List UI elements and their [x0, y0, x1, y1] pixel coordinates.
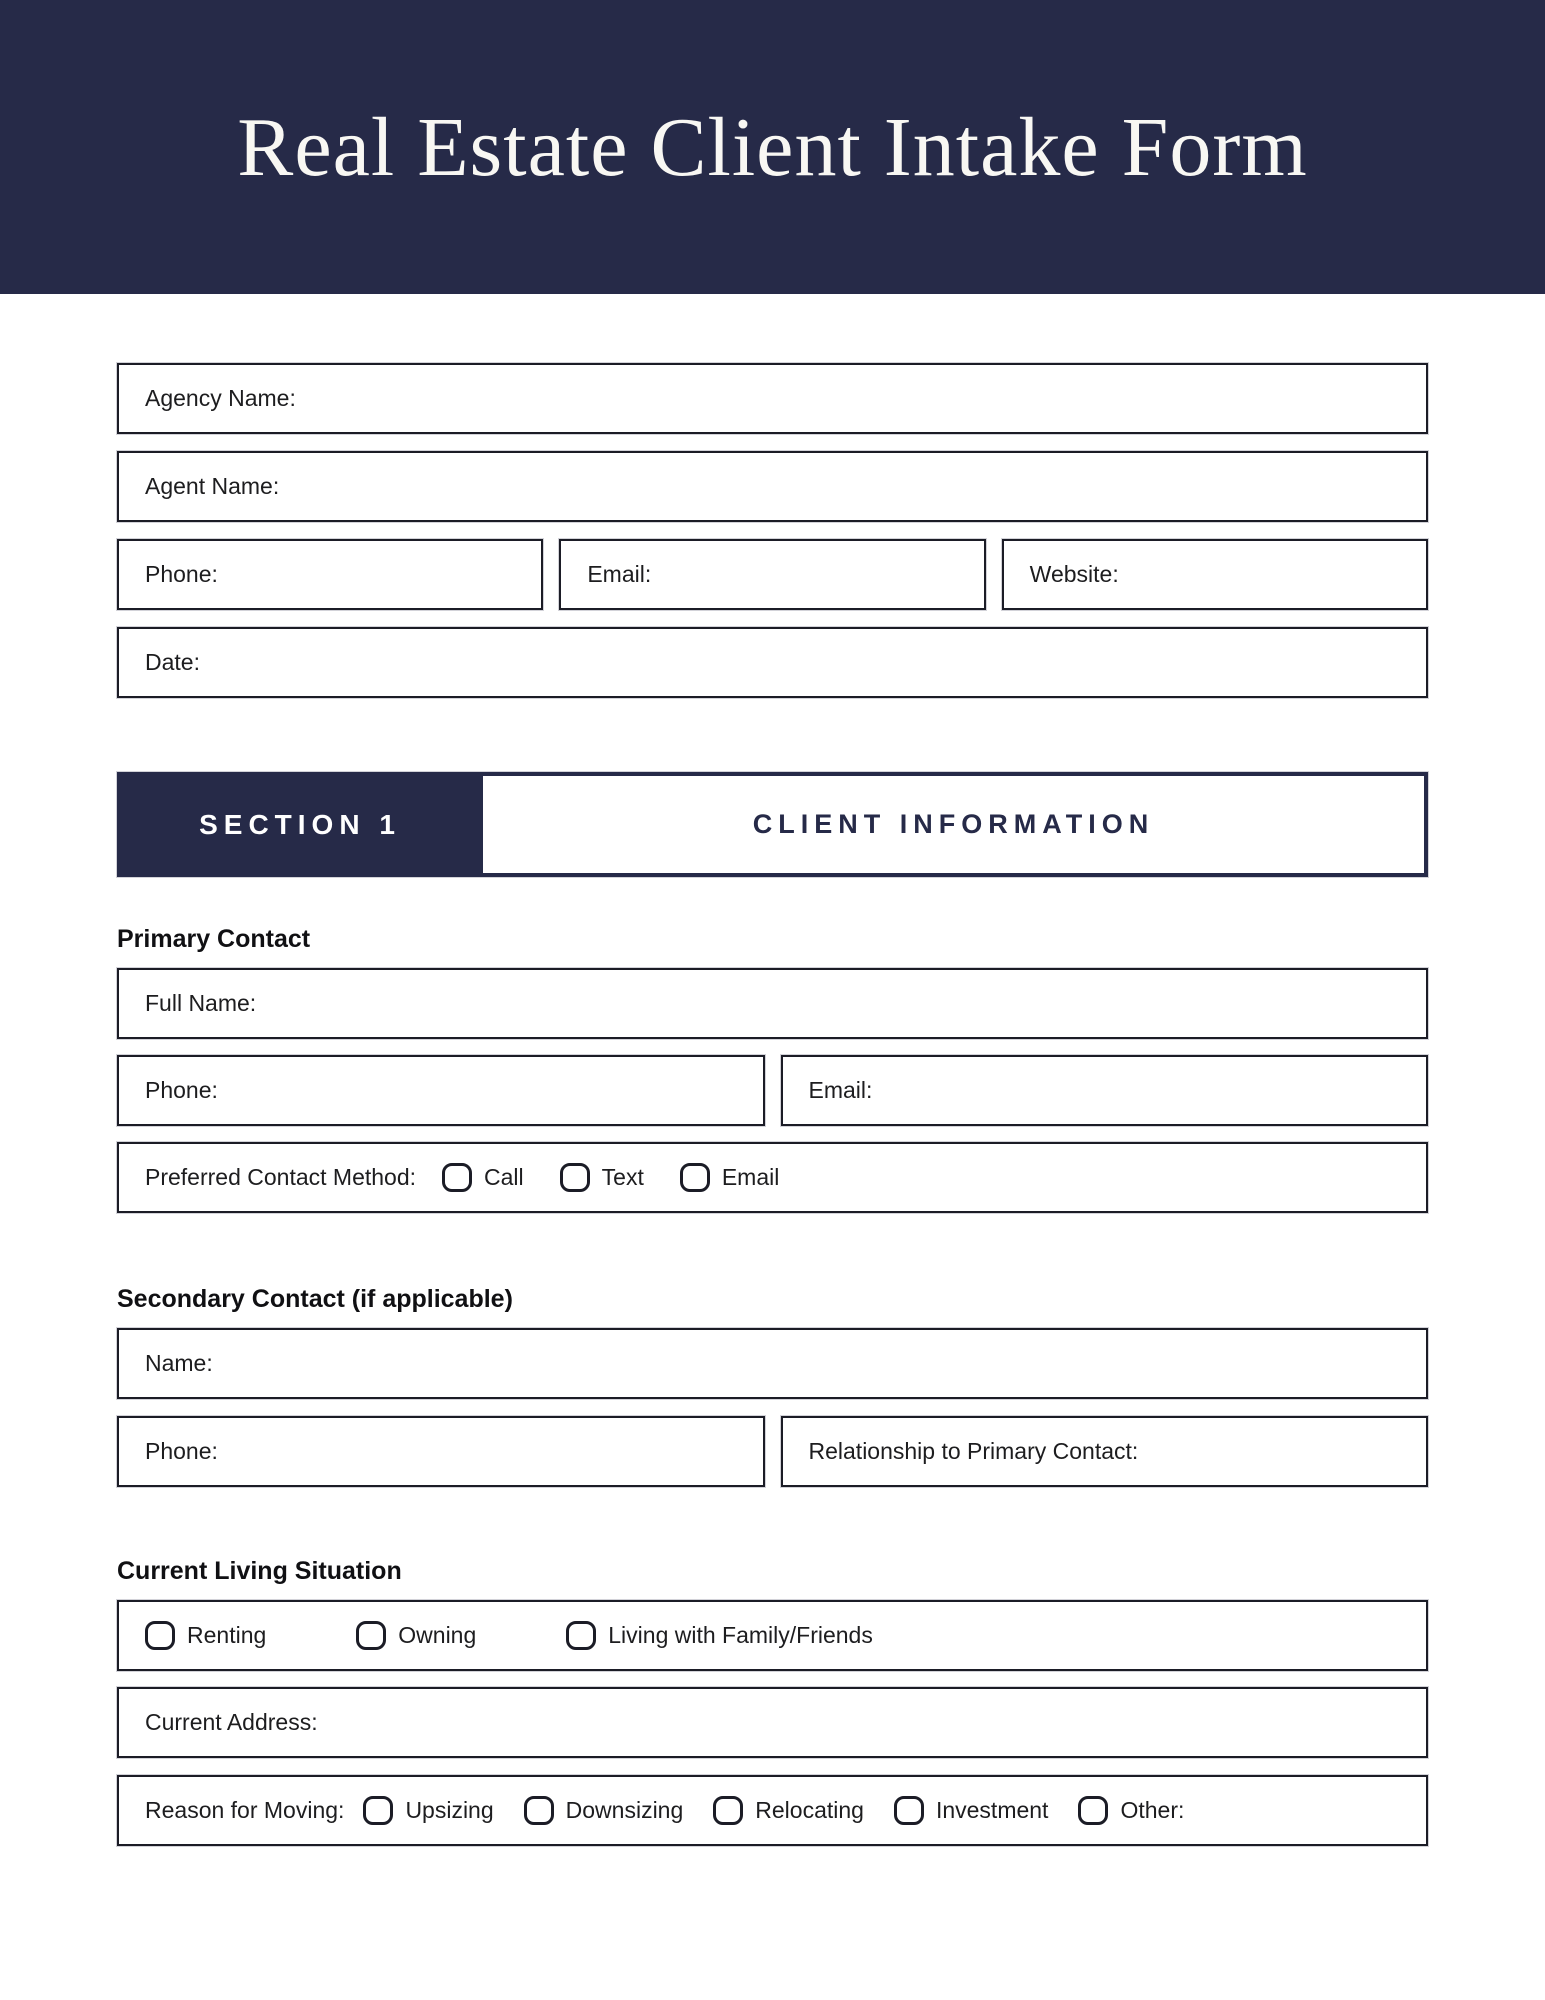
call-label: Call — [484, 1164, 524, 1190]
option-downsizing — [524, 1796, 684, 1825]
owning-checkbox[interactable] — [356, 1621, 386, 1650]
living-situation-heading: Current Living Situation — [117, 1557, 402, 1585]
investment-label: Investment — [935, 1797, 1049, 1823]
option-call — [442, 1163, 524, 1192]
agency-contact-row — [117, 539, 1428, 610]
option-text — [560, 1163, 644, 1192]
page-title: Real Estate Client Intake Form — [237, 100, 1308, 194]
form-header — [0, 0, 1545, 294]
option-renting — [145, 1621, 266, 1650]
agent-name-field[interactable] — [117, 451, 1428, 522]
email-checkbox[interactable] — [680, 1163, 710, 1192]
section-1-title: CLIENT INFORMATION — [752, 809, 1155, 839]
investment-checkbox[interactable] — [894, 1796, 924, 1825]
agent-name-label: Agent Name: — [145, 473, 280, 499]
primary-phone-email-row — [117, 1055, 1428, 1126]
agency-name-field[interactable] — [117, 363, 1428, 434]
relocating-label: Relocating — [755, 1797, 864, 1823]
option-upsizing — [363, 1796, 493, 1825]
date-field[interactable] — [117, 627, 1428, 698]
agency-website-field[interactable] — [1002, 539, 1428, 610]
option-other — [1078, 1796, 1184, 1825]
text-label: Text — [601, 1164, 644, 1190]
living-with-family-checkbox[interactable] — [566, 1621, 596, 1650]
other-checkbox[interactable] — [1078, 1796, 1108, 1825]
reason-for-moving-field — [117, 1775, 1428, 1846]
agency-email-field[interactable] — [559, 539, 985, 610]
primary-email-label: Email: — [808, 1077, 873, 1103]
secondary-phone-label: Phone: — [145, 1438, 218, 1464]
upsizing-checkbox[interactable] — [363, 1796, 393, 1825]
reason-for-moving-options — [363, 1796, 1184, 1825]
agency-name-label: Agency Name: — [145, 385, 296, 411]
secondary-name-label: Name: — [145, 1350, 213, 1376]
other-label: Other: — [1120, 1797, 1185, 1823]
date-label: Date: — [145, 649, 200, 675]
current-address-label: Current Address: — [145, 1709, 318, 1735]
section-1-title-box — [483, 776, 1424, 873]
call-checkbox[interactable] — [442, 1163, 472, 1192]
reason-for-moving-label: Reason for Moving: — [145, 1797, 345, 1823]
email-label: Email — [721, 1164, 780, 1190]
secondary-contact-heading: Secondary Contact (if applicable) — [117, 1285, 513, 1313]
primary-phone-label: Phone: — [145, 1077, 218, 1103]
secondary-name-field[interactable] — [117, 1328, 1428, 1399]
secondary-phone-field[interactable] — [117, 1416, 765, 1487]
section-1-label: SECTION 1 — [199, 808, 401, 840]
option-living-with-family — [566, 1621, 873, 1650]
primary-full-name-field[interactable] — [117, 968, 1428, 1039]
living-situation-options-field — [117, 1600, 1428, 1671]
downsizing-label: Downsizing — [565, 1797, 684, 1823]
agency-email-label: Email: — [587, 561, 652, 587]
downsizing-checkbox[interactable] — [524, 1796, 554, 1825]
relationship-label: Relationship to Primary Contact: — [808, 1438, 1139, 1464]
text-checkbox[interactable] — [560, 1163, 590, 1192]
secondary-phone-relationship-row — [117, 1416, 1428, 1487]
section-1-banner — [117, 772, 1428, 877]
preferred-contact-options — [442, 1163, 779, 1192]
option-relocating — [713, 1796, 864, 1825]
preferred-contact-method-field — [117, 1142, 1428, 1213]
current-address-field[interactable] — [117, 1687, 1428, 1758]
option-investment — [894, 1796, 1049, 1825]
relocating-checkbox[interactable] — [713, 1796, 743, 1825]
agency-website-label: Website: — [1029, 561, 1119, 587]
primary-full-name-label: Full Name: — [145, 990, 257, 1016]
living-with-family-label: Living with Family/Friends — [608, 1622, 873, 1648]
relationship-field[interactable] — [781, 1416, 1429, 1487]
primary-contact-heading: Primary Contact — [117, 925, 311, 953]
agency-phone-label: Phone: — [145, 561, 218, 587]
agency-phone-field[interactable] — [117, 539, 543, 610]
owning-label: Owning — [398, 1622, 477, 1648]
renting-label: Renting — [187, 1622, 267, 1648]
primary-email-field[interactable] — [781, 1055, 1429, 1126]
option-email — [680, 1163, 780, 1192]
section-1-tab — [117, 772, 483, 877]
option-owning — [356, 1621, 476, 1650]
living-situation-options — [145, 1621, 873, 1650]
preferred-contact-method-label: Preferred Contact Method: — [145, 1164, 417, 1190]
renting-checkbox[interactable] — [145, 1621, 175, 1650]
upsizing-label: Upsizing — [405, 1797, 494, 1823]
primary-phone-field[interactable] — [117, 1055, 765, 1126]
